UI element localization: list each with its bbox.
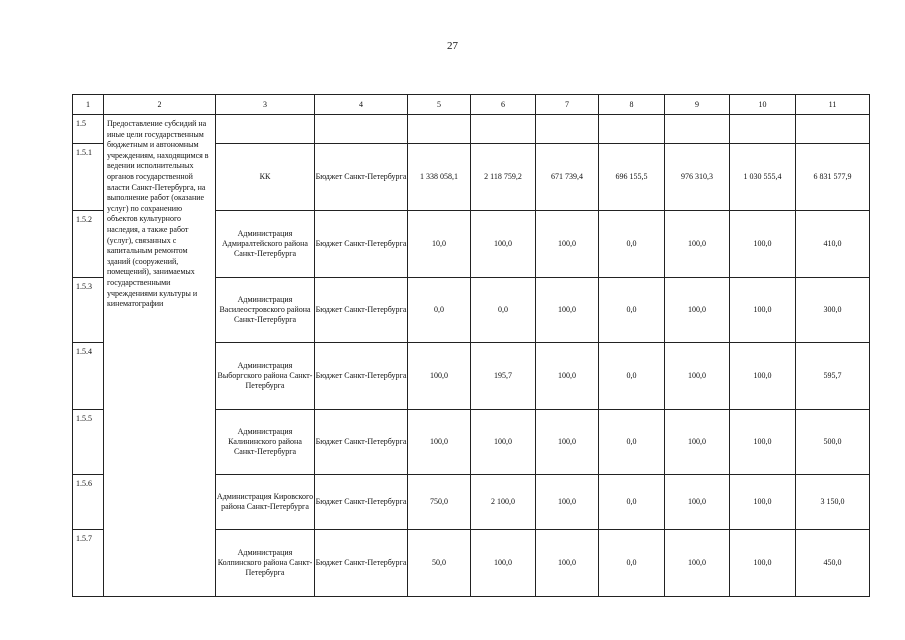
executor-cell: Администрация Выборгского района Санкт-Петербурга bbox=[216, 343, 315, 410]
value-cell: 100,0 bbox=[408, 343, 471, 410]
executor-cell: Администрация Калининского района Санкт-Петербурга bbox=[216, 410, 315, 475]
value-cell: 500,0 bbox=[796, 410, 870, 475]
value-cell: 100,0 bbox=[665, 410, 730, 475]
column-number: 11 bbox=[796, 95, 870, 115]
value-cell: 0,0 bbox=[599, 530, 665, 597]
column-number: 5 bbox=[408, 95, 471, 115]
value-cell: 100,0 bbox=[536, 343, 599, 410]
executor-cell: Администрация Кировского района Санкт-Петербурга bbox=[216, 475, 315, 530]
value-cell: 100,0 bbox=[536, 211, 599, 278]
value-cell: 10,0 bbox=[408, 211, 471, 278]
value-cell: 100,0 bbox=[730, 278, 796, 343]
value-cell: 100,0 bbox=[408, 410, 471, 475]
column-number: 2 bbox=[104, 95, 216, 115]
value-cell: 100,0 bbox=[665, 530, 730, 597]
value-cell: 195,7 bbox=[471, 343, 536, 410]
row-number: 1.5.3 bbox=[73, 278, 104, 343]
value-cell: 1 338 058,1 bbox=[408, 144, 471, 211]
executor-cell: КК bbox=[216, 144, 315, 211]
value-cell: 2 100,0 bbox=[471, 475, 536, 530]
value-cell: 100,0 bbox=[536, 530, 599, 597]
value-cell: 0,0 bbox=[599, 475, 665, 530]
empty-cell bbox=[471, 115, 536, 144]
section-description: Предоставление субсидий на иные цели государственным бюджетным и автономным учреждениям, находящимся в ведении исполнительных органов государственной власти Санкт-Петербурга, на выполнение работ (оказание услуг) по сохранению объектов культурного наследия, а также работ (услуг), связанных с капитальным ремонтом зданий (сооружений, помещений), занимаемых государственными учреждениями культуры и кинематографии bbox=[104, 115, 216, 597]
value-cell: 2 118 759,2 bbox=[471, 144, 536, 211]
row-number: 1.5.5 bbox=[73, 410, 104, 475]
value-cell: 0,0 bbox=[471, 278, 536, 343]
section-row bbox=[73, 115, 870, 144]
value-cell: 750,0 bbox=[408, 475, 471, 530]
empty-cell bbox=[315, 115, 408, 144]
value-cell: 6 831 577,9 bbox=[796, 144, 870, 211]
row-number: 1.5.6 bbox=[73, 475, 104, 530]
value-cell: 100,0 bbox=[730, 410, 796, 475]
column-number: 4 bbox=[315, 95, 408, 115]
funding-source-cell: Бюджет Санкт-Петербурга bbox=[315, 475, 408, 530]
row-number: 1.5.4 bbox=[73, 343, 104, 410]
empty-cell bbox=[599, 115, 665, 144]
empty-cell bbox=[216, 115, 315, 144]
value-cell: 100,0 bbox=[536, 475, 599, 530]
value-cell: 300,0 bbox=[796, 278, 870, 343]
value-cell: 100,0 bbox=[536, 410, 599, 475]
value-cell: 100,0 bbox=[471, 530, 536, 597]
value-cell: 0,0 bbox=[599, 278, 665, 343]
row-number: 1.5.1 bbox=[73, 144, 104, 211]
value-cell: 100,0 bbox=[730, 343, 796, 410]
executor-cell: Администрация Колпинского района Санкт-Петербурга bbox=[216, 530, 315, 597]
value-cell: 976 310,3 bbox=[665, 144, 730, 211]
value-cell: 50,0 bbox=[408, 530, 471, 597]
value-cell: 450,0 bbox=[796, 530, 870, 597]
value-cell: 0,0 bbox=[599, 410, 665, 475]
empty-cell bbox=[536, 115, 599, 144]
value-cell: 100,0 bbox=[471, 211, 536, 278]
value-cell: 1 030 555,4 bbox=[730, 144, 796, 211]
value-cell: 410,0 bbox=[796, 211, 870, 278]
empty-cell bbox=[730, 115, 796, 144]
column-number: 10 bbox=[730, 95, 796, 115]
value-cell: 3 150,0 bbox=[796, 475, 870, 530]
section-number: 1.5 bbox=[73, 115, 104, 144]
value-cell: 100,0 bbox=[536, 278, 599, 343]
funding-source-cell: Бюджет Санкт-Петербурга bbox=[315, 144, 408, 211]
funding-source-cell: Бюджет Санкт-Петербурга bbox=[315, 410, 408, 475]
executor-cell: Администрация Адмиралтейского района Санкт-Петербурга bbox=[216, 211, 315, 278]
value-cell: 0,0 bbox=[599, 211, 665, 278]
value-cell: 100,0 bbox=[730, 475, 796, 530]
value-cell: 100,0 bbox=[665, 278, 730, 343]
column-number: 3 bbox=[216, 95, 315, 115]
page-number: 27 bbox=[447, 40, 458, 52]
row-number: 1.5.2 bbox=[73, 211, 104, 278]
empty-cell bbox=[796, 115, 870, 144]
value-cell: 100,0 bbox=[730, 211, 796, 278]
column-number: 8 bbox=[599, 95, 665, 115]
funding-source-cell: Бюджет Санкт-Петербурга bbox=[315, 211, 408, 278]
value-cell: 100,0 bbox=[665, 343, 730, 410]
column-number-row bbox=[73, 95, 870, 115]
column-number: 6 bbox=[471, 95, 536, 115]
value-cell: 696 155,5 bbox=[599, 144, 665, 211]
value-cell: 100,0 bbox=[471, 410, 536, 475]
value-cell: 0,0 bbox=[408, 278, 471, 343]
funding-source-cell: Бюджет Санкт-Петербурга bbox=[315, 278, 408, 343]
funding-source-cell: Бюджет Санкт-Петербурга bbox=[315, 343, 408, 410]
executor-cell: Администрация Василеостровского района Санкт-Петербурга bbox=[216, 278, 315, 343]
budget-table bbox=[72, 94, 870, 597]
value-cell: 100,0 bbox=[665, 211, 730, 278]
column-number: 9 bbox=[665, 95, 730, 115]
column-number: 7 bbox=[536, 95, 599, 115]
column-number: 1 bbox=[73, 95, 104, 115]
value-cell: 100,0 bbox=[730, 530, 796, 597]
value-cell: 100,0 bbox=[665, 475, 730, 530]
row-number: 1.5.7 bbox=[73, 530, 104, 597]
empty-cell bbox=[665, 115, 730, 144]
empty-cell bbox=[408, 115, 471, 144]
value-cell: 595,7 bbox=[796, 343, 870, 410]
value-cell: 671 739,4 bbox=[536, 144, 599, 211]
value-cell: 0,0 bbox=[599, 343, 665, 410]
funding-source-cell: Бюджет Санкт-Петербурга bbox=[315, 530, 408, 597]
